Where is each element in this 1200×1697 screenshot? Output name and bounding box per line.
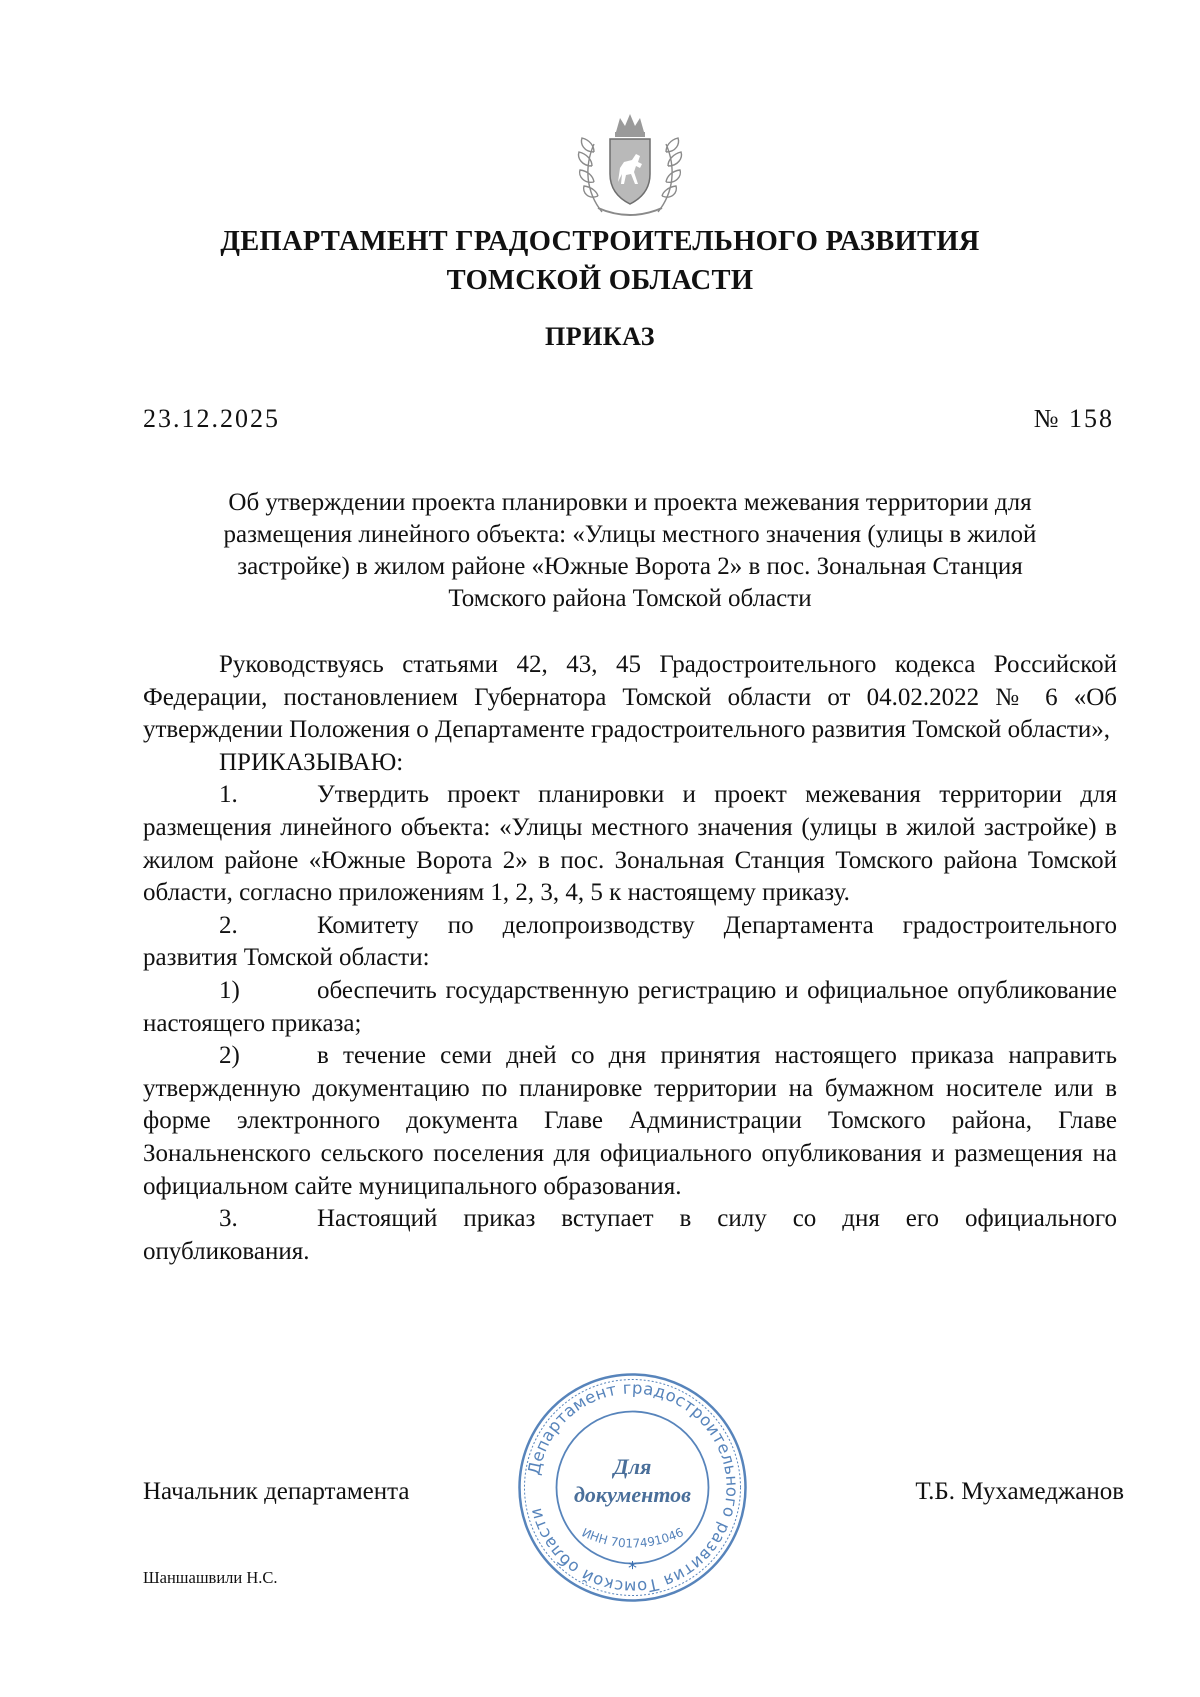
order-item-1-mark: 1. — [219, 781, 238, 809]
document-body — [143, 649, 1117, 1268]
order-item-3-text: Настоящий приказ вступает в силу со дня его официального опубликования. — [143, 1205, 1117, 1265]
document-date: 23.12.2025 — [143, 404, 280, 433]
stamp-inn — [580, 1525, 686, 1550]
subject-line-1: Об утверждении проекта планировки и проекта межевания территории для — [228, 489, 1032, 516]
subject-line-3: застройке) в жилом районе «Южные Ворота 2» в пос. Зональная Станция — [237, 553, 1023, 580]
stamp-inn-textpath: ИНН 7017491046 — [579, 1525, 686, 1551]
order-word: ПРИКАЗЫВАЮ: — [219, 748, 404, 776]
coat-of-arms-icon — [572, 112, 688, 224]
stamp-center-line-1: Для — [613, 1454, 652, 1479]
stamp-star: * — [628, 1558, 637, 1579]
order-item-2-2 — [143, 1040, 1117, 1203]
department-title-line-1: ДЕПАРТАМЕНТ ГРАДОСТРОИТЕЛЬНОГО РАЗВИТИЯ — [220, 226, 980, 257]
executor-name: Шаншашвили Н.С. — [143, 1568, 278, 1587]
order-item-1-text: Утвердить проект планировки и проект межевания территории для размещения линейного объекта: «Улицы местного значения (улицы в жилой застройке) в жилом районе «Южные Ворота 2» в пос. Зональная Станция Томского района Томской области, согласно приложениям 1, 2, 3, 4, 5 к настоящему приказу. — [143, 781, 1117, 907]
document-type: ПРИКАЗ — [544, 322, 656, 351]
document-subject — [140, 487, 1120, 615]
order-item-2-text: Комитету по делопроизводству Департамента градостроительного развития Томской области: — [143, 911, 1117, 972]
order-item-2 — [143, 910, 1117, 975]
department-title-line-2: ТОМСКОЙ ОБЛАСТИ — [446, 265, 754, 296]
order-item-2-mark: 2. — [219, 911, 238, 939]
order-item-2-1-text: обеспечить государственную регистрацию и официальное опубликование настоящего приказа; — [143, 976, 1117, 1037]
stamp-ring-textpath: Департамент градостроительного развития Томской области — [524, 1378, 742, 1597]
subject-line-2: размещения линейного объекта: «Улицы местного значения (улицы в жилой — [223, 521, 1037, 548]
preamble-paragraph: Руководствуясь статьями 42, 43, 45 Градостроительного кодекса Российской Федерации, постановлением Губернатора Томской области от 04.02.2022 № 6 «Об утверждении Положения о Департаменте градостроительного развития Томской области», — [143, 651, 1117, 744]
order-item-2-1-mark: 1) — [219, 976, 240, 1004]
department-title — [120, 222, 1080, 300]
order-item-3-mark: 3. — [219, 1205, 238, 1233]
official-stamp — [515, 1370, 750, 1605]
order-item-2-2-mark: 2) — [219, 1042, 240, 1070]
order-item-1 — [143, 779, 1117, 909]
signatory-role: Начальник департамента — [143, 1478, 410, 1505]
order-item-2-1 — [143, 975, 1117, 1040]
subject-line-4: Томского района Томской области — [448, 585, 812, 612]
order-item-3 — [143, 1203, 1117, 1268]
signatory-name: Т.Б. Мухамеджанов — [915, 1478, 1124, 1505]
document-number: № 158 — [1033, 404, 1114, 433]
order-item-2-2-text: в течение семи дней со дня принятия настоящего приказа направить утвержденную документацию по планировке территории на бумажном носителе или в форме электронного документа Главе Администрации Томского района, Главе Зональненского сельского поселения для официального опубликования и размещения на официальном сайте муниципального образования. — [143, 1042, 1117, 1200]
stamp-center-line-2: документов — [574, 1482, 691, 1507]
